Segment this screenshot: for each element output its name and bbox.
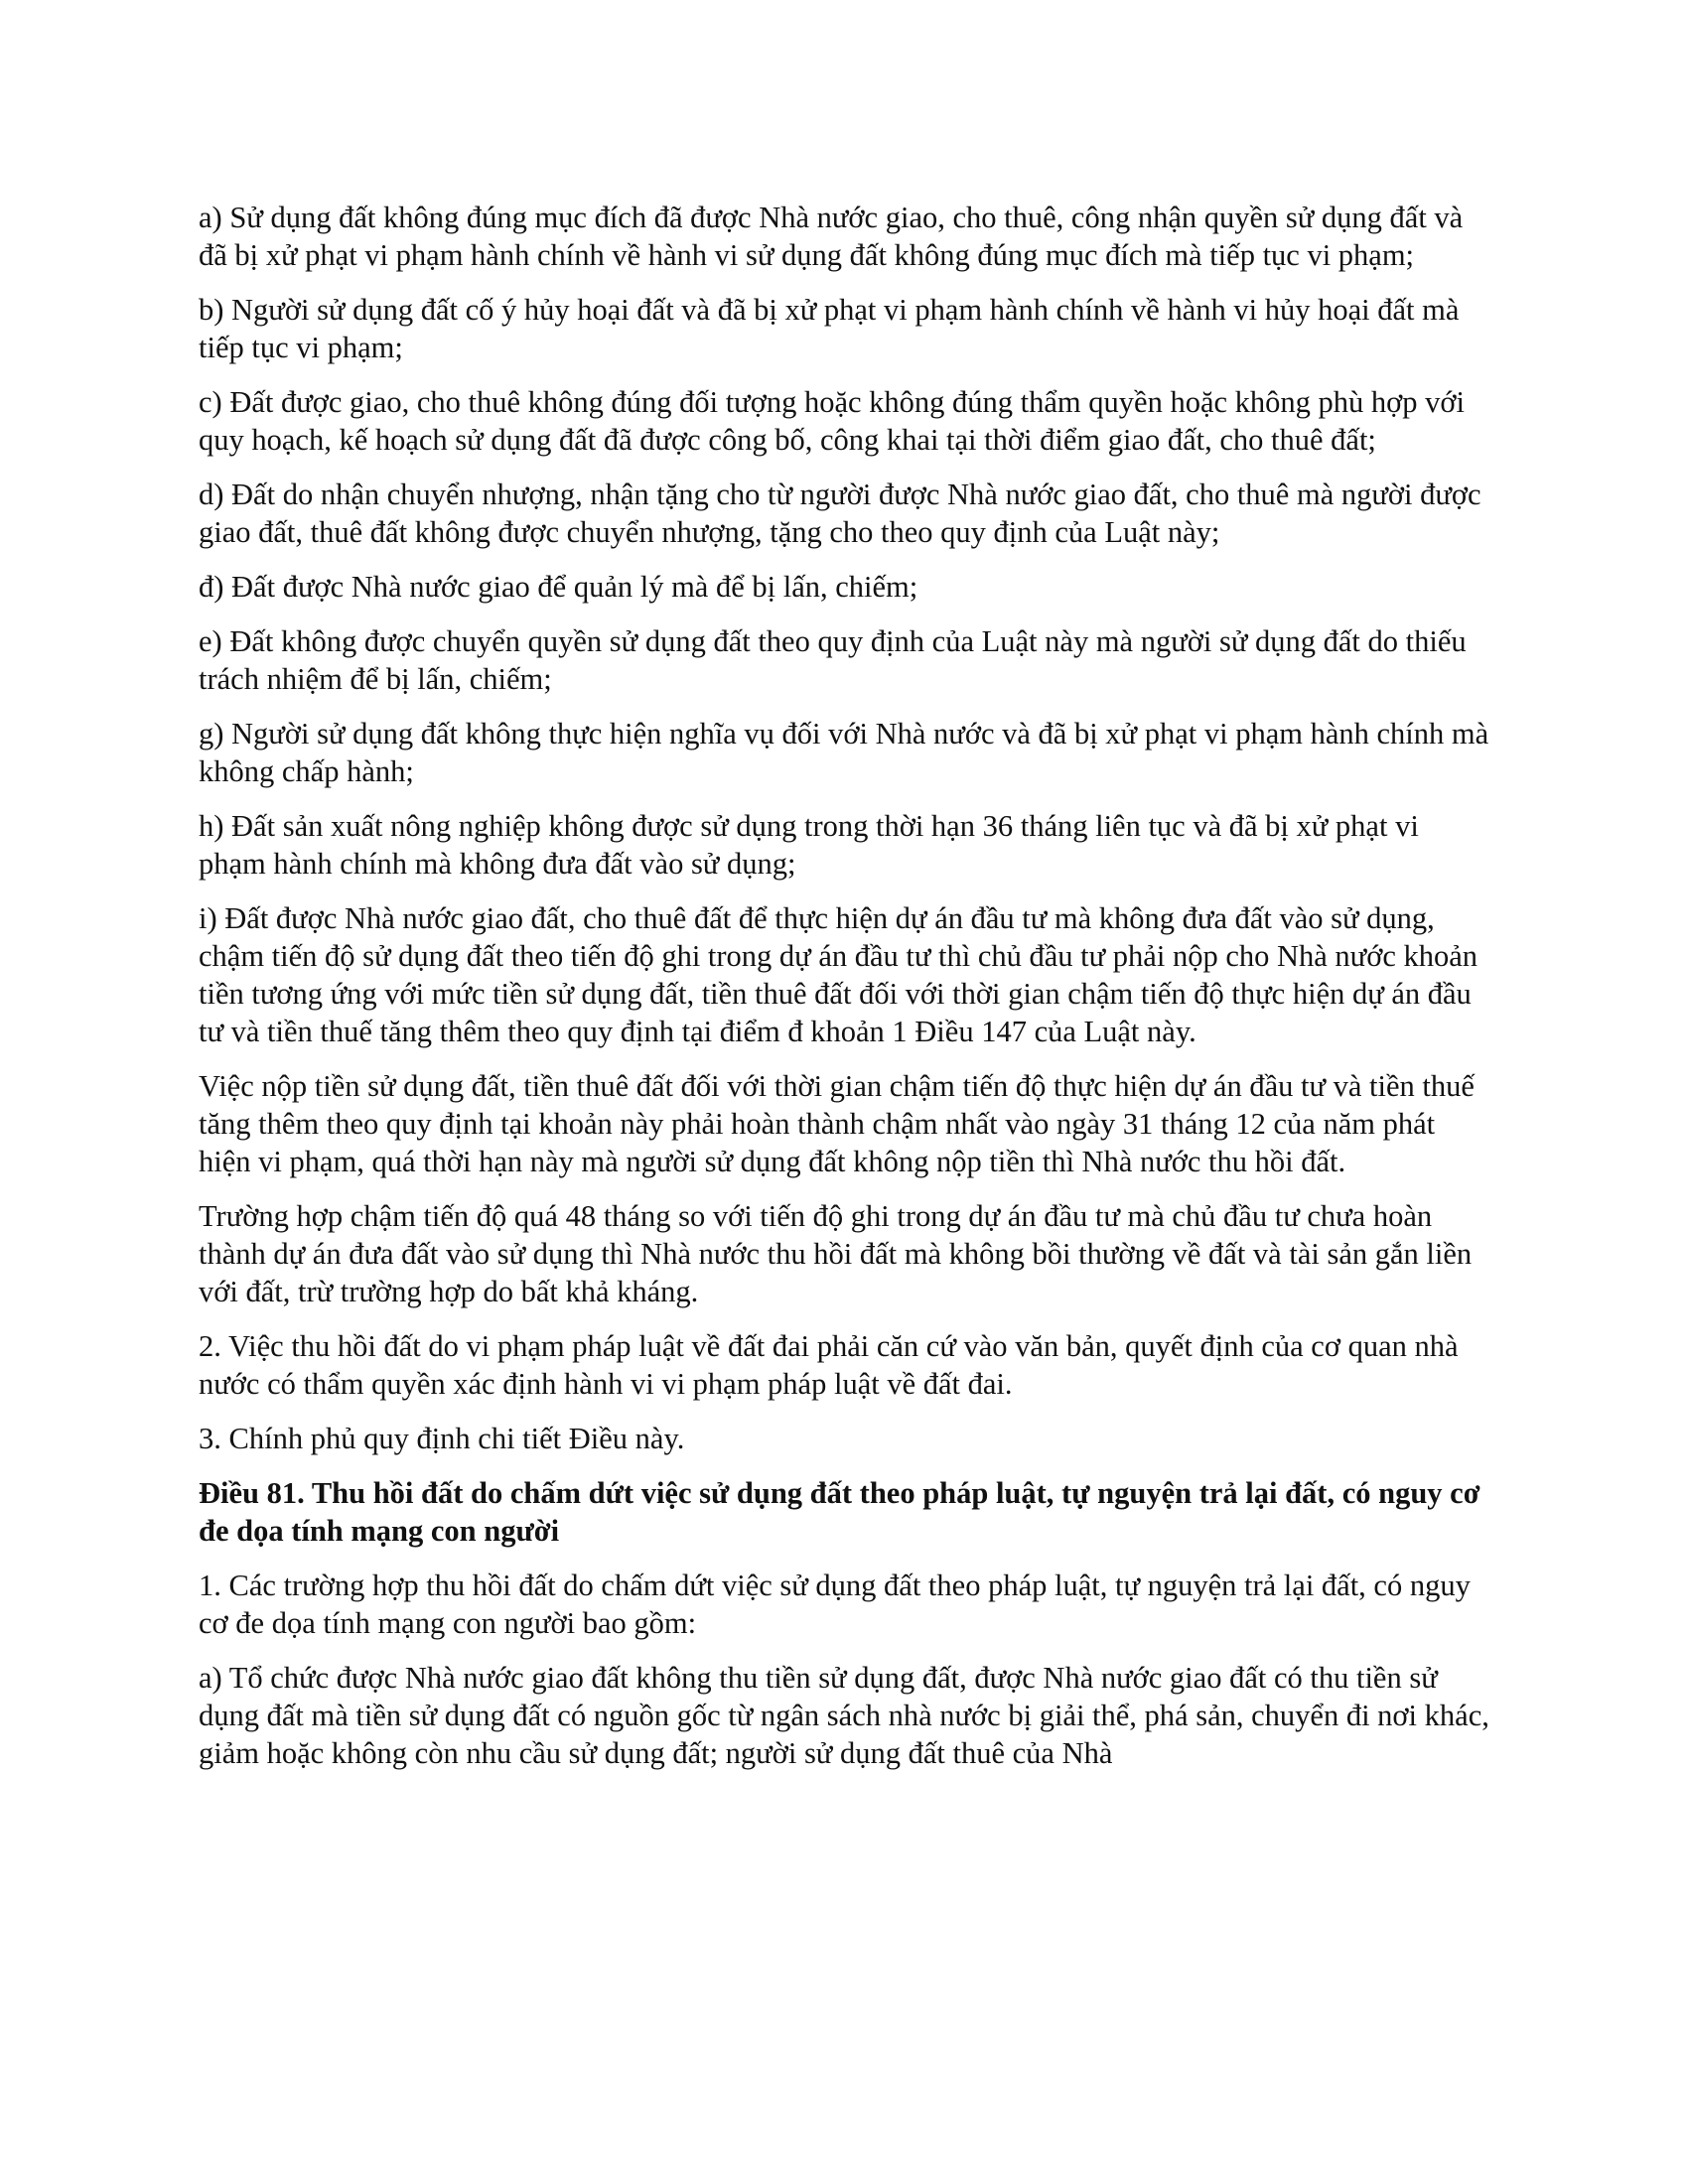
clause-e: e) Đất không được chuyển quyền sử dụng đất theo quy định của Luật này mà người sử dụng đất do thiếu trách nhiệm để bị lấn, chiếm; (199, 624, 1467, 696)
clause-h: h) Đất sản xuất nông nghiệp không được sử dụng trong thời hạn 36 tháng liên tục và đã bị xử phạt vi phạm hành chính mà không đưa đất vào sử dụng; (199, 809, 1419, 881)
clause-b: b) Người sử dụng đất cố ý hủy hoại đất và đã bị xử phạt vi phạm hành chính về hành vi hủy hoại đất mà tiếp tục vi phạm; (199, 293, 1460, 364)
article-81-heading: Điều 81. Thu hồi đất do chấm dứt việc sử dụng đất theo pháp luật, tự nguyện trả lại đất, có nguy cơ đe dọa tính mạng con người (199, 1476, 1480, 1548)
article-81-section-1: 1. Các trường hợp thu hồi đất do chấm dứt việc sử dụng đất theo pháp luật, tự nguyện trả lại đất, có nguy cơ đe dọa tính mạng con người bao gồm: (199, 1569, 1471, 1640)
document-page (199, 199, 1489, 1789)
section-3: 3. Chính phủ quy định chi tiết Điều này. (199, 1422, 685, 1455)
section-2: 2. Việc thu hồi đất do vi phạm pháp luật về đất đai phải căn cứ vào văn bản, quyết định của cơ quan nhà nước có thẩm quyền xác định hành vi vi phạm pháp luật về đất đai. (199, 1329, 1459, 1401)
clause-c: c) Đất được giao, cho thuê không đúng đối tượng hoặc không đúng thẩm quyền hoặc không phù hợp với quy hoạch, kế hoạch sử dụng đất đã được công bố, công khai tại thời điểm giao đất, cho thuê đất; (199, 385, 1465, 457)
article-81-clause-a: a) Tổ chức được Nhà nước giao đất không thu tiền sử dụng đất, được Nhà nước giao đất có thu tiền sử dụng đất mà tiền sử dụng đất có nguồn gốc từ ngân sách nhà nước bị giải thể, phá sản, chuyển đi nơi khác, giảm hoặc không còn nhu cầu sử dụng đất; người sử dụng đất thuê của Nhà (199, 1661, 1489, 1770)
clause-dd: đ) Đất được Nhà nước giao để quản lý mà để bị lấn, chiếm; (199, 570, 918, 604)
payment-paragraph: Việc nộp tiền sử dụng đất, tiền thuê đất đối với thời gian chậm tiến độ thực hiện dự án đầu tư và tiền thuế tăng thêm theo quy định tại khoản này phải hoàn thành chậm nhất vào ngày 31 tháng 12 của năm phát hiện vi phạm, quá thời hạn này mà người sử dụng đất không nộp tiền thì Nhà nước thu hồi đất. (199, 1069, 1475, 1178)
clause-a: a) Sử dụng đất không đúng mục đích đã được Nhà nước giao, cho thuê, công nhận quyền sử dụng đất và đã bị xử phạt vi phạm hành chính về hành vi sử dụng đất không đúng mục đích mà tiếp tục vi phạm; (199, 201, 1464, 272)
delay-paragraph: Trường hợp chậm tiến độ quá 48 tháng so với tiến độ ghi trong dự án đầu tư mà chủ đầu tư chưa hoàn thành dự án đưa đất vào sử dụng thì Nhà nước thu hồi đất mà không bồi thường về đất và tài sản gắn liền với đất, trừ trường hợp do bất khả kháng. (199, 1199, 1473, 1308)
clause-g: g) Người sử dụng đất không thực hiện nghĩa vụ đối với Nhà nước và đã bị xử phạt vi phạm hành chính mà không chấp hành; (199, 717, 1489, 788)
clause-d: d) Đất do nhận chuyển nhượng, nhận tặng cho từ người được Nhà nước giao đất, cho thuê mà người được giao đất, thuê đất không được chuyển nhượng, tặng cho theo quy định của Luật này; (199, 478, 1481, 549)
clause-i: i) Đất được Nhà nước giao đất, cho thuê đất để thực hiện dự án đầu tư mà không đưa đất vào sử dụng, chậm tiến độ sử dụng đất theo tiến độ ghi trong dự án đầu tư thì chủ đầu tư phải nộp cho Nhà nước khoản tiền tương ứng với mức tiền sử dụng đất, tiền thuê đất đối với thời gian chậm tiến độ thực hiện dự án đầu tư và tiền thuế tăng thêm theo quy định tại điểm đ khoản 1 Điều 147 của Luật này. (199, 901, 1478, 1048)
